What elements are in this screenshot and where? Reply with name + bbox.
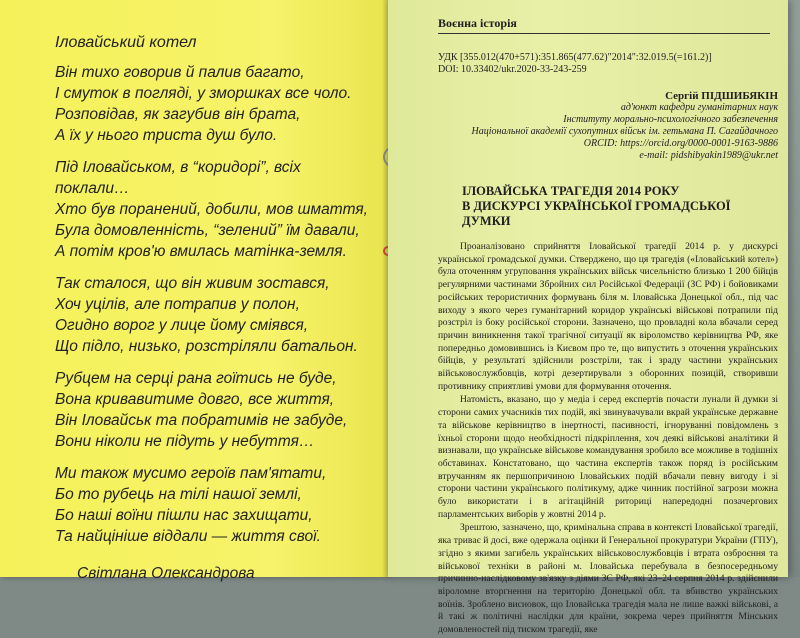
poem-line: Рубцем на серці рана гоїтись не буде,: [55, 370, 337, 387]
poem-line: Була домовленність, “зелений” їм давали,: [55, 222, 360, 239]
poem-stanza: [55, 157, 385, 262]
author-academy: Національної академії сухопутних військ ім. гетьмана П. Сагайдачного: [471, 126, 778, 137]
poem-line: Розповідав, як загубив він брата,: [55, 106, 301, 123]
abstract-paragraph: Натомість, вказано, що у медіа і серед експертів почасти лунали й думки зі сторони самих учасників тих подій, які звинувачували вкрай українське державне та військове керівництво в інертності, пасивності, ігноруванні повідомлень з їхньої сторони щодо необхідності підкріплення, хоч деякі військові аналітики й визнавали, що українське військове командування зробило все можливе в тодішніх обставинах. Констатовано, що частина експертів також поряд із російським втручанням як першопричиною Іловайських подій вбачали певну вигоду і зі сторони частини українського політикуму, адже чинник постійної загрози можна було використати і в агітаційній риториці напередодні позачергових парламентських виборів у жовтні 2014 р.: [438, 394, 778, 520]
poem-title: Іловайський котел: [55, 34, 197, 51]
article-title-line: ІЛОВАЙСЬКА ТРАГЕДІЯ 2014 РОКУ: [462, 184, 680, 198]
poem-line: Він тихо говорив й палив багато,: [55, 64, 305, 81]
author-block: [438, 90, 778, 162]
doi: DOI: 10.33402/ukr.2020-33-243-259: [438, 64, 587, 75]
poem-line: поклали…: [55, 180, 130, 197]
abstract-paragraph: Зрештою, зазначено, що, кримінальна справа в контексті Іловайської трагедії, яка триває й досі, вже одержала оцінки й Генеральної прокуратури України (ГПУ), згідно з якими загибель українських військовослужбовців і втрата озброєння та військової техніки в районі м. Іловайська перебувала в безпосередньому причинно-наслідковому зв'язку з діями ЗС РФ, які 23–24 серпня 2014 р. здійснили віроломне вторгнення на територію Донецької обл. та вбивство українських воїнів. Зроблено висновок, що Іловайська трагедія мала не лише важкі військові, а й такі ж політичні наслідки для країни, зокрема через прийняття Мінських домовленостей під тиском трагедії, яке: [438, 522, 778, 636]
poem-line: Вони ніколи не підуть у небуття…: [55, 433, 315, 450]
poem-line: Та найцініше віддали — життя свої.: [55, 528, 321, 545]
poem-line: А їх у нього триста душ було.: [55, 127, 278, 144]
article: [438, 16, 778, 638]
article-title: [462, 184, 778, 229]
author-institute: Інституту морально-психологічного забезпечення: [563, 114, 778, 125]
poem: [55, 34, 385, 583]
poem-author: Світлана Олександрова: [77, 565, 255, 582]
article-abstract: [438, 241, 778, 637]
author-email: e-mail: pidshibyakin1989@ukr.net: [639, 150, 778, 161]
poem-line: Хоч уцілів, але потрапив у полон,: [55, 296, 300, 313]
poem-line: А потім кров'ю вмилась матінка-земля.: [55, 243, 347, 260]
journal-rubric: Воєнна історія: [438, 16, 770, 34]
poem-stanza: [55, 463, 385, 547]
poem-line: Що підло, низько, розстріляли батальон.: [55, 338, 358, 355]
author-orcid: ORCID: https://orcid.org/0000-0001-9163-9886: [583, 138, 778, 149]
poem-line: Бо то рубець на тілі нашої землі,: [55, 486, 302, 503]
udc-code: УДК [355.012(470+571):351.865(477.62)"2014":32.019.5(=161.2)]: [438, 52, 712, 63]
poem-stanza: [55, 368, 385, 452]
poem-line: Вона кривавитиме довго, все життя,: [55, 391, 335, 408]
poem-line: І смуток в погляді, у зморшках все чоло.: [55, 85, 352, 102]
poem-line: Він Іловайськ та побратимів не забуде,: [55, 412, 348, 429]
poem-line: Бо наші воїни пішли нас захищати,: [55, 507, 313, 524]
abstract-paragraph: Проаналізовано сприйняття Іловайської трагедії 2014 р. у дискурсі української громадської думки. Стверджено, що ця трагедія («Іловайський котел») була оточенням угруповання українських військ чисельністю близько 1 200 бійців регулярними частинами Збройних сил Російської Федерації (ЗС РФ) і бойовиками російських терористичних формувань біля м. Іловайська Донецької обл., під час виходу з якого через гуманітарний коридор українські військові потрапили під розстріл із боку російської сторони. Зазначено, що провладні кола вбачали серед причин виникнення такої трагічної ситуації як віроломство керівництва РФ, яке попередньо домовившись із Києвом про те, що випустить з оточення українських бійців, у результаті здійснили розстріли, так і зраду частини українських військовослужбовців, котрі дезертирували з оборонних позицій, створивши противнику сприятливі умови для формування оточення.: [438, 241, 778, 392]
author-position: ад'юнкт кафедри гуманітарних наук: [620, 102, 778, 113]
poem-stanza: [55, 273, 385, 357]
poem-stanzas: [55, 62, 385, 547]
poem-line: Ми також мусимо героїв пам'ятати,: [55, 465, 327, 482]
poem-line: Під Іловайськом, в “коридорі”, всіх: [55, 159, 301, 176]
author-name: Сергій ПІДШИБЯКІН: [665, 90, 778, 102]
poem-stanza: [55, 62, 385, 146]
left-page-yellow: [0, 0, 390, 582]
article-title-line: В ДИСКУРСІ УКРАЇНСЬКОЇ ГРОМАДСЬКОЇ ДУМКИ: [462, 199, 731, 228]
poem-line: Хто був поранений, добили, мов шмаття,: [55, 201, 368, 218]
poem-line: Так сталося, що він живим зостався,: [55, 275, 330, 292]
poem-line: Огидно ворог у лице йому сміявся,: [55, 317, 309, 334]
